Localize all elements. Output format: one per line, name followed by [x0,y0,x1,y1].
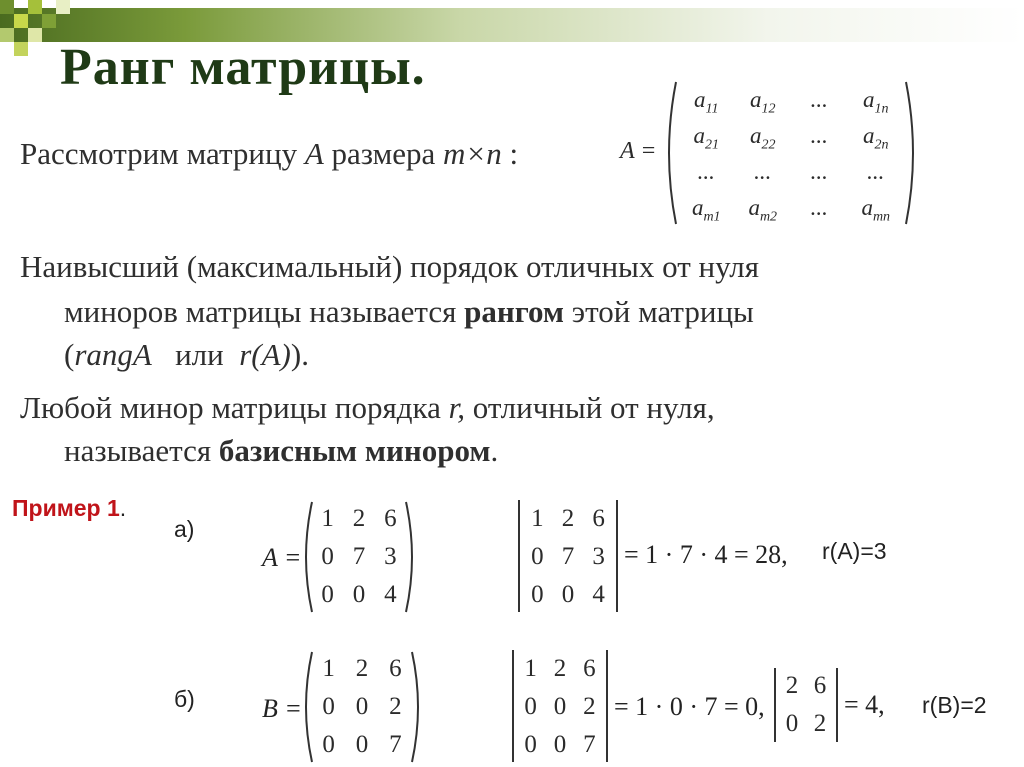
matrix-a-label: A = [262,543,302,572]
determinant-b [510,648,610,766]
basis-called: называется [64,433,219,468]
matrix-entry: ... [810,195,828,220]
part-b-label: б) [174,686,195,712]
matrix-b-entry: 6 [389,655,402,682]
determinant-b-entry: 1 [524,655,537,682]
matrix-entry: $a_{mn}$ [861,195,891,225]
determinant-b-entry: 7 [583,731,596,758]
minor-b-entry: 2 [813,710,827,737]
matrix-a-cells [312,500,406,614]
example-title: Пример 1 [12,495,120,521]
rank-term: рангом [464,294,565,329]
rank-a: r(A)=3 [822,538,887,564]
part-a-label: а) [174,516,195,542]
matrix-entry: $a_{1n}$ [863,87,889,117]
intro-line [20,131,518,176]
determinant-a-entry: 6 [592,505,605,532]
matrix-a-entry: 0 [321,543,334,570]
determinant-b-entry: 6 [583,655,596,682]
matrix-b [300,648,424,766]
header-square-6 [28,28,42,42]
matrix-b-entry: 2 [389,693,402,720]
header-square-2 [14,14,28,28]
intro-prefix: Рассмотрим матрицу [20,136,305,171]
determinant-a-entry: 0 [531,543,544,570]
determinant-a-entry: 0 [531,581,544,608]
determinant-b-result: = 1 · 0 · 7 = 0, [614,692,765,721]
matrix-entry: ... [810,87,828,112]
basis-dot: . [490,433,499,468]
matrix-entry: ... [754,159,772,184]
header-square-3 [28,0,42,14]
matrix-b-entry: 7 [389,731,402,758]
matrix-entry: $a_{12}$ [750,87,776,117]
matrix-a-entry: 0 [352,581,366,608]
intro-matrix-symbol: A [304,136,324,171]
matrix-entry: $a_{m1}$ [691,195,721,225]
definition-text: миноров матрицы называется [64,294,465,329]
example-label [12,495,126,522]
minor-b-entry: 2 [785,672,799,699]
minor-b-cells [778,667,834,743]
basis-minor-term: базисным минором [218,433,491,468]
general-matrix-label: A = [620,138,657,164]
determinant-a-entry: 0 [561,581,575,608]
determinant-b-entry: 0 [524,693,537,720]
determinant-a-entry: 7 [561,543,575,570]
determinant-a-entry: 3 [592,543,605,570]
definition-line-3 [64,332,309,377]
basis-text: Любой минор матрицы порядка [20,390,449,425]
basis-text-end: отличный от нуля, [465,390,715,425]
matrix-b-entry: 0 [355,731,369,758]
matrix-a-entry: 3 [384,543,397,570]
header-gradient-bar [0,8,1024,42]
basis-line-2 [64,428,498,473]
example-dot: . [119,495,127,521]
minor-b-entry: 6 [813,672,827,699]
matrix-b-entry: 0 [322,731,335,758]
basis-line-1 [20,385,715,430]
header-square-4 [0,28,14,42]
matrix-entry: ... [810,159,828,184]
definition-line-1: Наивысший (максимальный) порядок отличных от нуля [20,249,759,284]
determinant-a-entry: 2 [561,505,575,532]
determinant-b-entry: 2 [553,655,567,682]
matrix-b-cells [312,650,412,764]
determinant-a-entry: 4 [592,581,605,608]
matrix-entry: $a_{21}$ [693,123,719,153]
or-word: или [151,337,240,372]
matrix-entry: $a_{22}$ [750,123,776,153]
rank-b: r(B)=2 [922,692,987,718]
determinant-b-entry: 0 [553,693,567,720]
paren-close: ). [290,337,309,372]
matrix-b-label: B = [262,694,302,723]
page-title: Ранг матрицы. [60,39,426,96]
matrix-a-entry: 7 [352,543,366,570]
definition-text-end: этой матрицы [564,294,754,329]
matrix-a-entry: 4 [384,581,397,608]
determinant-a-result: = 1 · 7 · 4 = 28, [624,540,788,569]
matrix-entry: $a_{2n}$ [863,123,889,153]
matrix-entry: ... [810,123,828,148]
determinant-b-cells [516,650,604,764]
general-matrix-cells [678,82,904,226]
matrix-b-entry: 0 [355,693,369,720]
general-matrix [660,78,922,228]
header-square-1 [0,0,14,14]
header-square-5 [42,14,56,28]
minor-b-result: = 4, [844,690,885,719]
matrix-a [300,498,418,616]
matrix-a-entry: 2 [352,505,366,532]
intro-size: m×n [442,136,502,171]
matrix-a-entry: 6 [384,505,397,532]
matrix-b-entry: 1 [322,655,335,682]
matrix-entry: ... [697,159,715,184]
r-notation: r(A) [239,337,291,372]
matrix-b-entry: 2 [355,655,369,682]
determinant-b-entry: 0 [553,731,567,758]
header-square-7 [14,42,28,56]
definition-line-2 [64,289,754,334]
matrix-entry: ... [867,159,885,184]
matrix-entry: $a_{m2}$ [748,195,778,225]
intro-mid: размера [323,136,443,171]
basis-order: r, [448,390,466,425]
determinant-a-cells [522,500,614,614]
rang-notation: rangA [74,337,152,372]
determinant-b-entry: 2 [583,693,596,720]
matrix-a-entry: 1 [321,505,334,532]
matrix-b-entry: 0 [322,693,335,720]
matrix-entry: $a_{11}$ [694,87,719,117]
intro-suffix: : [501,136,519,171]
determinant-a [516,498,620,616]
minor-b [772,666,840,744]
matrix-a-entry: 0 [321,581,334,608]
header-square-8 [56,0,70,14]
determinant-b-entry: 0 [524,731,537,758]
minor-b-entry: 0 [785,710,799,737]
paren-open: ( [64,337,75,372]
determinant-a-entry: 1 [531,505,544,532]
